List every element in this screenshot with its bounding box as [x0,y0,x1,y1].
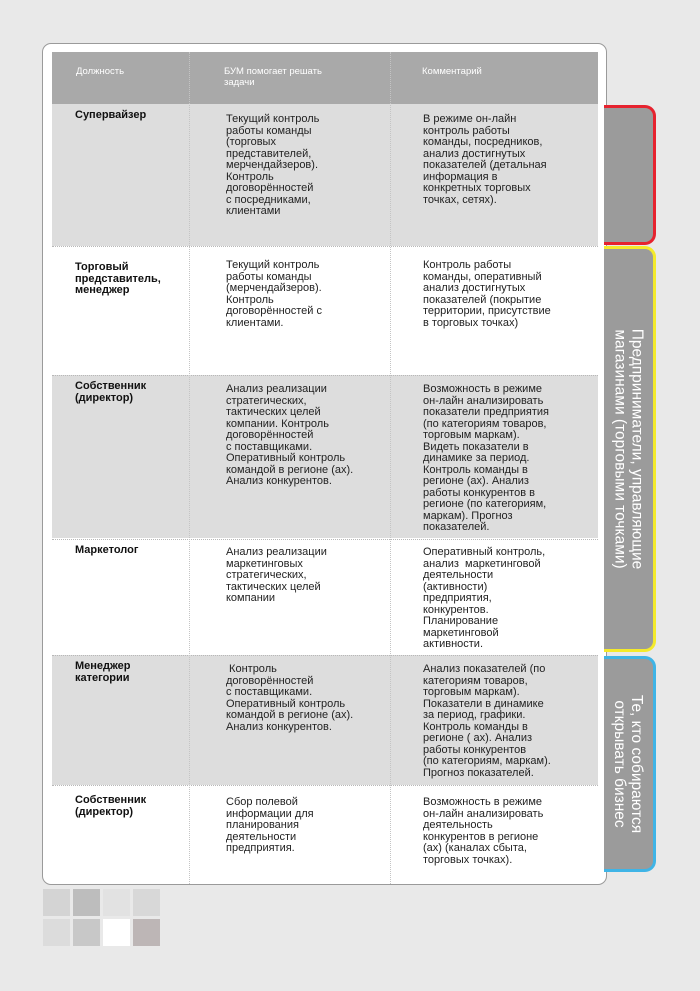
header-position: Должность [76,66,125,77]
tasks-cell: Контроль договорённостей с поставщиками. Оперативный контроль командой в регионе (ах). Анализ конкурентов. [226,663,354,733]
tasks-cell: Сбор полевой информации для планирования деятельности предприятия. [226,796,314,854]
decor-square [43,889,70,916]
decor-square [133,919,160,946]
column-divider [189,52,190,884]
row-divider [52,246,598,247]
decor-square [103,889,130,916]
comment-cell: В режиме он-лайн контроль работы команды, посредников, анализ достигнутых показателей (детальная информация в конкретных торговых точках, сетях). [423,113,547,206]
decor-square [73,919,100,946]
decor-square [43,919,70,946]
tasks-cell: Текущий контроль работы команды (мерчендайзеров). Контроль договорённостей с клиентами. [226,259,322,329]
side-tab-retail-label: Предприниматели, управляющие магазинами (торговыми точками) [611,328,646,570]
position-cell: Супервайзер [75,109,147,121]
comment-cell: Анализ показателей (по категориям товаров, торговым маркам). Показатели в динамике за период, графики. Контроль команды в регионе ( ах). Анализ работы конкурентов (по категориям, маркам). Прогноз показателей. [423,663,551,779]
decor-square [73,889,100,916]
header-comment: Комментарий [422,66,482,77]
position-cell: Собственник (директор) [75,380,147,404]
row-divider [52,655,598,656]
tasks-cell: Текущий контроль работы команды (торговых представителей, мерчендайзеров). Контроль договорённостей с посредниками, клиентами [226,113,320,217]
tasks-cell: Анализ реализации маркетинговых стратегических, тактических целей компании [226,546,327,604]
header-tasks: БУМ помогает решать задачи [224,66,322,88]
side-tab-startups-label: Те, кто собираются открывать бизнес [611,694,646,834]
position-cell: Менеджер категории [75,660,131,684]
tasks-cell: Анализ реализации стратегических, тактических целей компании. Контроль договорённостей с поставщиками. Оперативный контроль командой в регионе (ах). Анализ конкурентов. [226,383,354,487]
column-divider [390,52,391,884]
side-tab-red [604,105,656,245]
row-divider [52,539,598,540]
comment-cell: Контроль работы команды, оперативный анализ достигнутых показателей (покрытие территории, присутствие в торговых точках) [423,259,551,329]
position-cell: Маркетолог [75,544,139,556]
comment-cell: Возможность в режиме он-лайн анализировать показатели предприятия (по категориям товаров, торговым маркам). Видеть показатели в динамике за период. Контроль команды в регионе (ах). Анализ работы конкурентов в регионе (по категориям, маркам). Прогноз показателей. [423,383,550,533]
decor-square [133,889,160,916]
side-tab-startups [604,656,656,872]
row-divider [52,375,598,376]
table-header [52,52,598,104]
position-cell: Торговый представитель, менеджер [75,261,161,296]
comment-cell: Оперативный контроль, анализ маркетинговой деятельности (активности) предприятия, конкурентов. Планирование маркетинговой активности. [423,546,546,650]
row-divider [52,785,598,786]
decor-square [103,919,130,946]
position-cell: Собственник (директор) [75,794,147,818]
side-tab-retail [604,246,656,652]
comment-cell: Возможность в режиме он-лайн анализировать деятельность конкурентов в регионе (ах) (каналах сбыта, торговых точках). [423,796,544,866]
